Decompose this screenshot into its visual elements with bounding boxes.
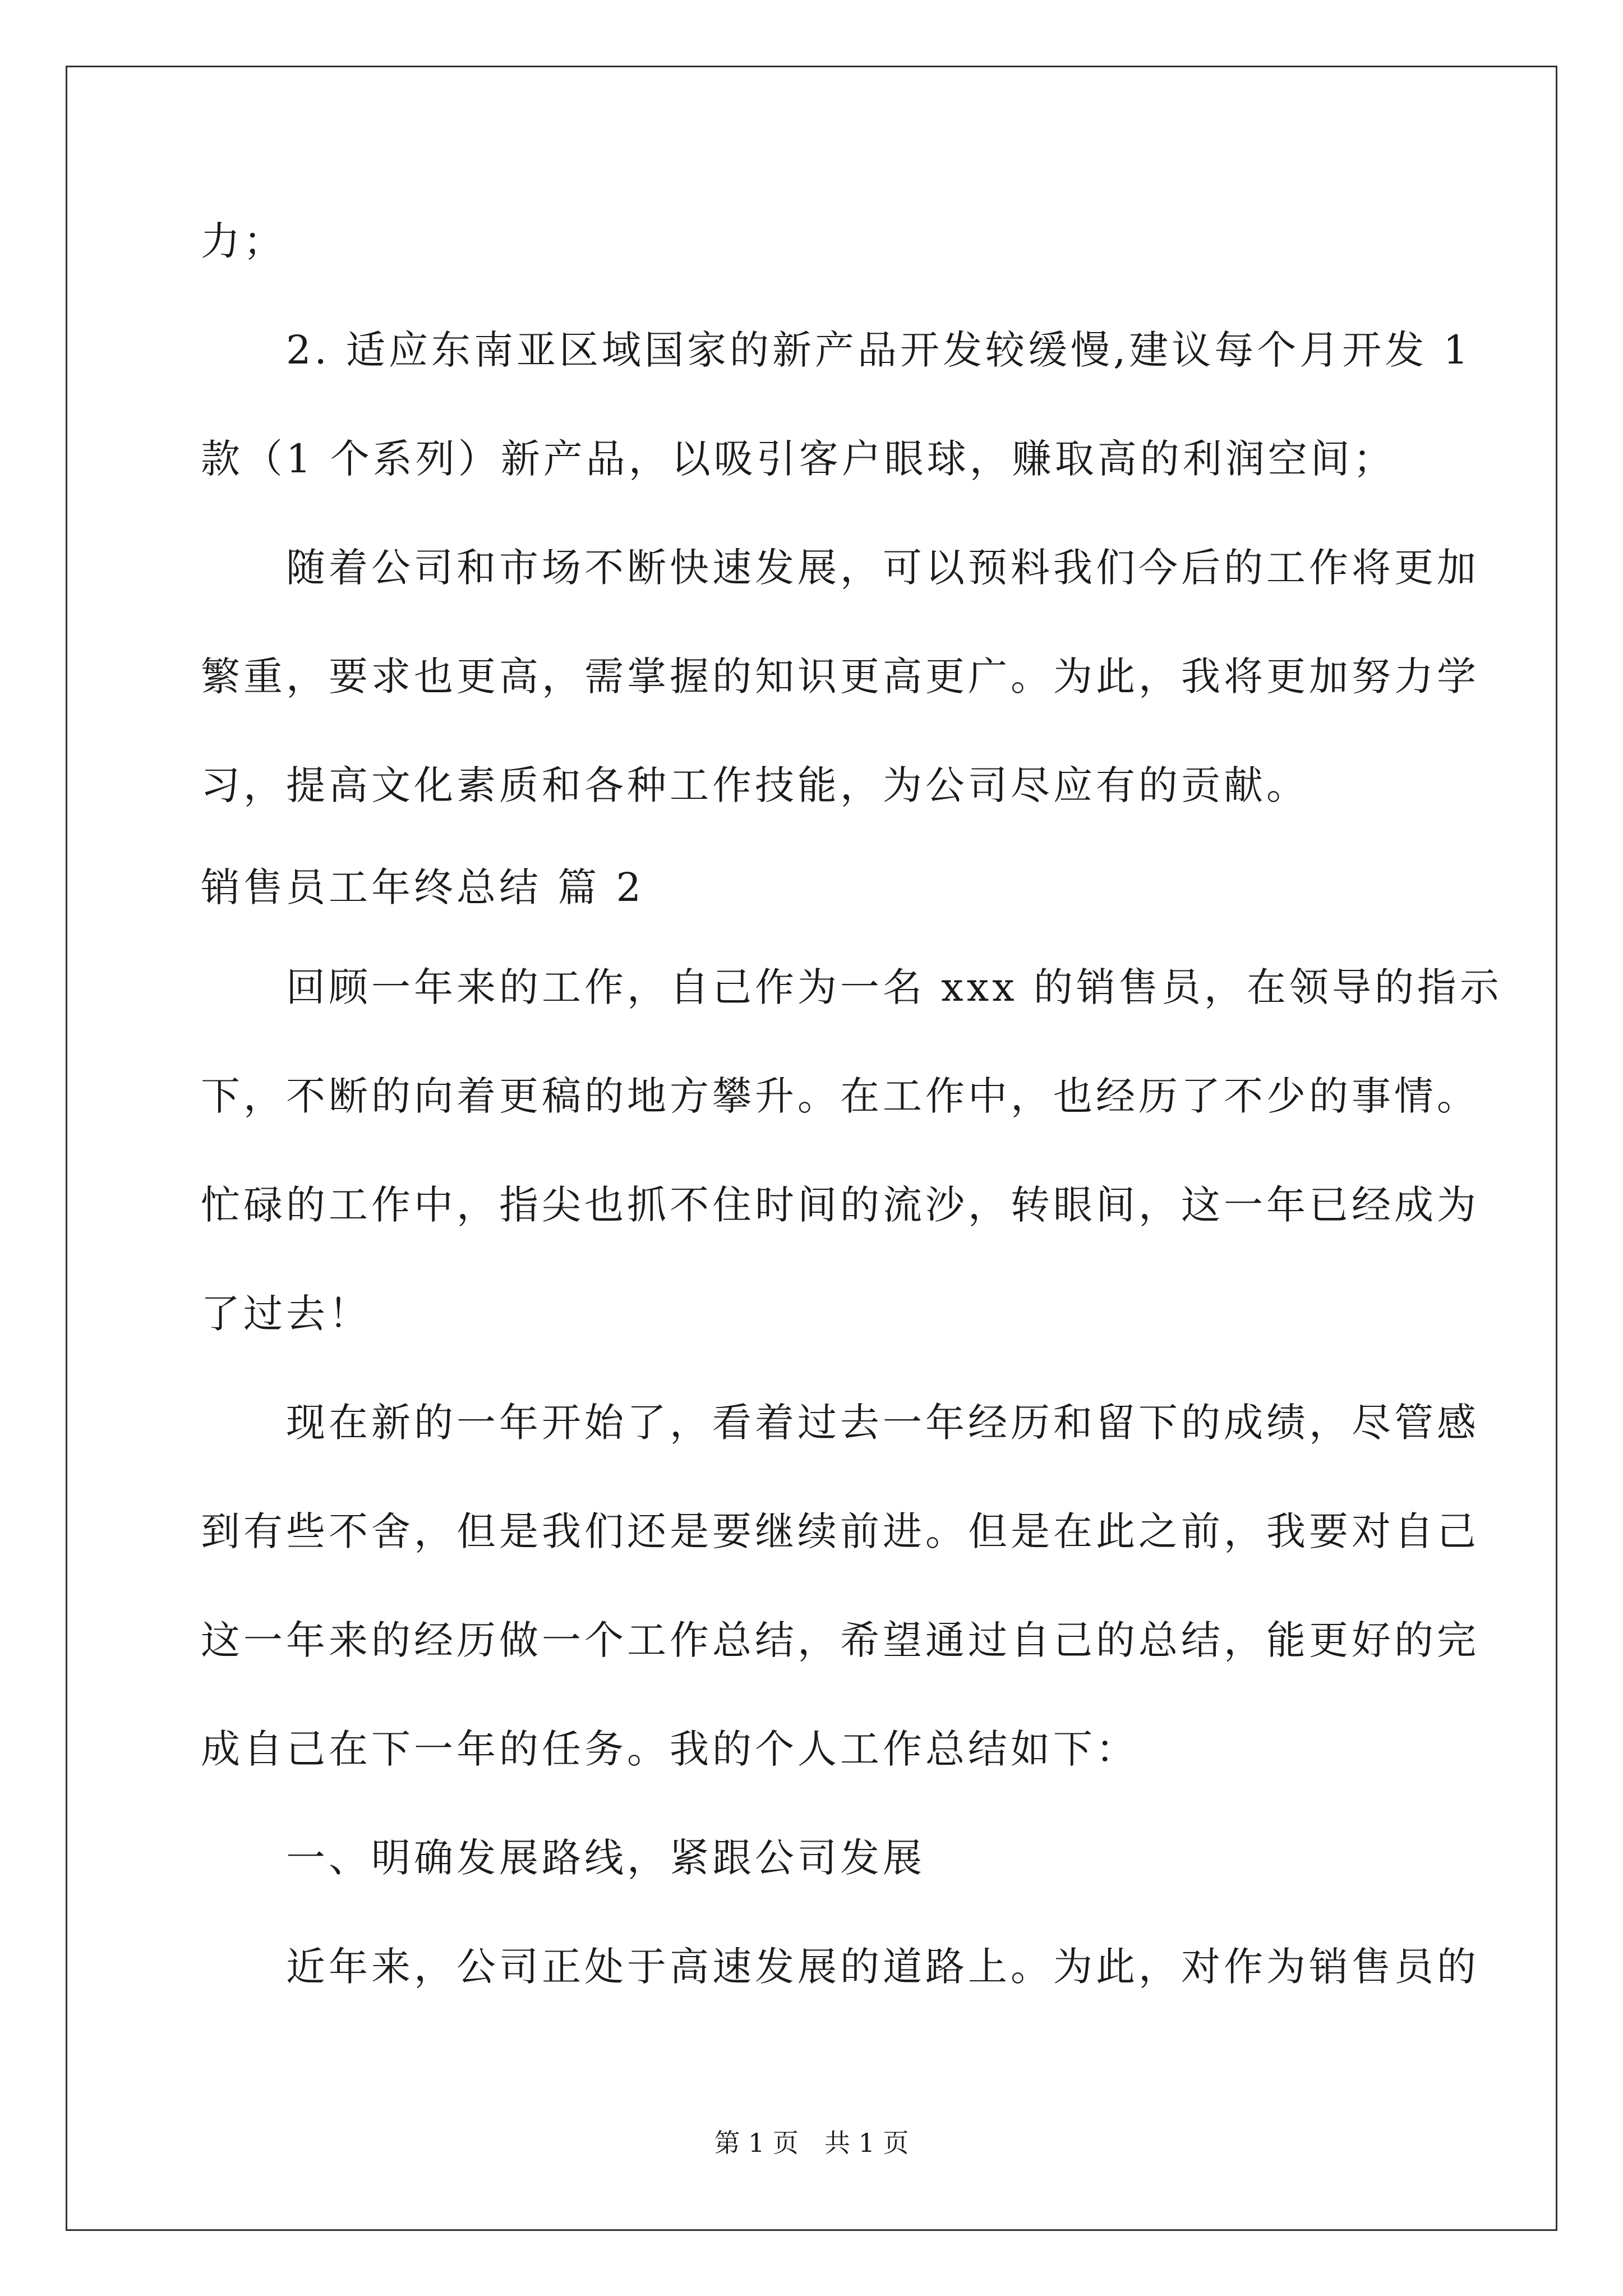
text-line: 了过去！ [201,1291,371,1337]
text-line: 成自己在下一年的任务。我的个人工作总结如下： [201,1726,1138,1772]
text-line: 现在新的一年开始了，看着过去一年经历和留下的成绩，尽管感 [201,1400,1479,1446]
page-border [66,66,1557,2231]
page-number: 第 1 页 共 1 页 [714,2128,909,2158]
text-line: 这一年来的经历做一个工作总结，希望通过自己的总结，能更好的完 [201,1617,1479,1663]
text-line: 回顾一年来的工作，自己作为一名 xxx 的销售员，在领导的指示 [201,964,1502,1010]
text-line: 2. 适应东南亚区域国家的新产品开发较缓慢,建议每个月开发 1 [201,327,1472,373]
text-line: 习，提高文化素质和各种工作技能，为公司尽应有的贡献。 [201,762,1309,808]
text-line: 力； [201,218,286,264]
text-line: 下，不断的向着更稿的地方攀升。在工作中，也经历了不少的事情。 [201,1073,1479,1119]
text-line: 款（1 个系列）新产品，以吸引客户眼球，赚取高的利润空间； [201,436,1396,482]
text-line: 近年来，公司正处于高速发展的道路上。为此，对作为销售员的 [201,1944,1479,1990]
subheading-line: 一、明确发展路线，紧跟公司发展 [201,1835,925,1881]
text-line: 随着公司和市场不断快速发展，可以预料我们今后的工作将更加 [201,545,1479,591]
text-line: 繁重，要求也更高，需掌握的知识更高更广。为此，我将更加努力学 [201,654,1479,700]
section-heading: 销售员工年终总结 篇 2 [201,864,645,910]
text-line: 到有些不舍，但是我们还是要继续前进。但是在此之前，我要对自己 [201,1508,1479,1554]
text-line: 忙碌的工作中，指尖也抓不住时间的流沙，转眼间，这一年已经成为 [201,1182,1479,1228]
